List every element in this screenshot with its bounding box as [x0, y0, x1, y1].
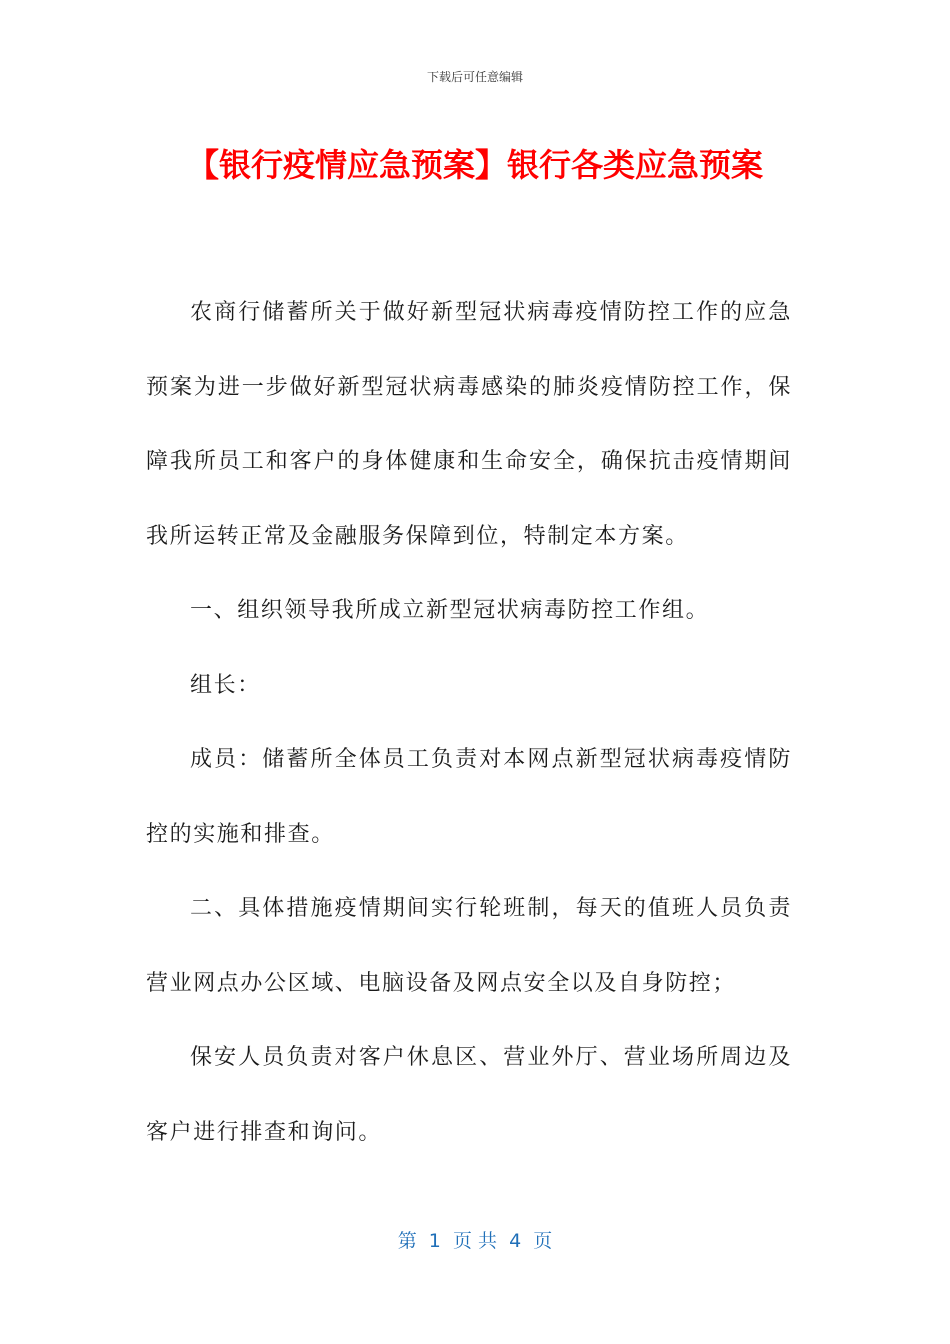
paragraph-members: 成员：储蓄所全体员工负责对本网点新型冠状病毒疫情防控的实施和排查。 — [146, 747, 792, 847]
paragraph-leader: 组长： — [190, 672, 261, 698]
paragraph-intro: 农商行储蓄所关于做好新型冠状病毒疫情防控工作的应急预案为进一步做好新型冠状病毒感染的肺炎疫情防控工作，保障我所员工和客户的身体健康和生命安全，确保抗击疫情期间我所运转正常及金融服务保障到位，特制定本方案。 — [146, 300, 792, 549]
paragraph-security: 保安人员负责对客户休息区、营业外厅、营业场所周边及客户进行排查和询问。 — [146, 1045, 792, 1145]
page-number: 第 1 页 共 4 页 — [397, 1230, 553, 1252]
document-body — [146, 276, 792, 1170]
paragraph-organization: 一、组织领导我所成立新型冠状病毒防控工作组。 — [190, 598, 710, 623]
document-title: 【银行疫情应急预案】银行各类应急预案 — [186, 146, 763, 184]
header-note: 下载后可任意编辑 — [426, 70, 523, 84]
paragraph-measures: 二、具体措施疫情期间实行轮班制，每天的值班人员负责营业网点办公区域、电脑设备及网点安全以及自身防控； — [146, 896, 792, 996]
